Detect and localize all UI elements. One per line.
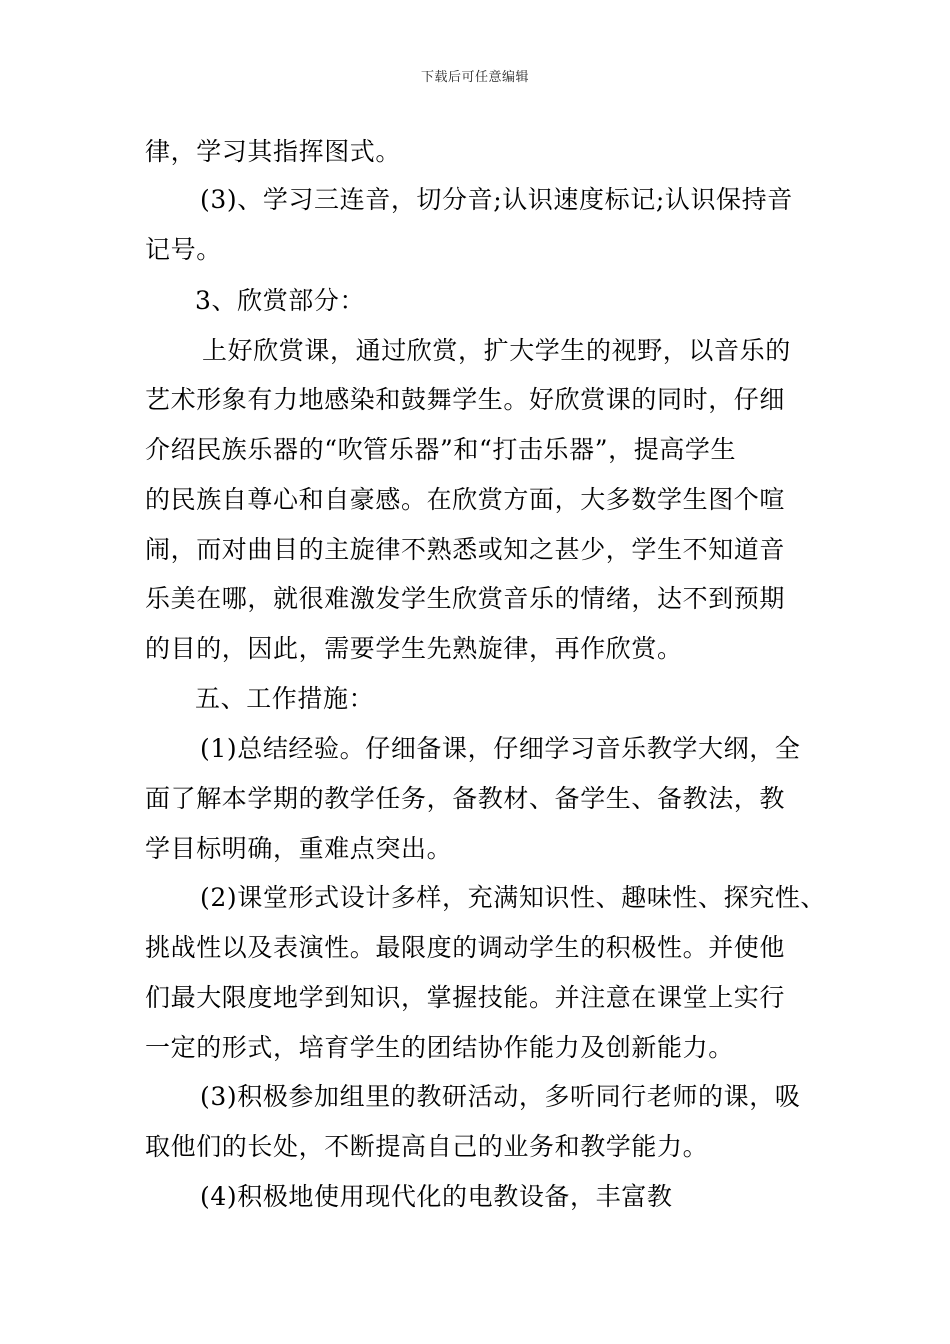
text-line: 学目标明确，重难点突出。 — [145, 834, 453, 863]
text-line: 的目的，因此，需要学生先熟旋律，再作欣赏。 — [145, 634, 683, 663]
text-line: 闹，而对曲目的主旋律不熟悉或知之甚少，学生不知道音 — [145, 535, 786, 564]
text-line: 一定的形式，培育学生的团结协作能力及创新能力。 — [145, 1033, 734, 1062]
text-line: 的民族自尊心和自豪感。在欣赏方面，大多数学生图个喧 — [145, 485, 786, 514]
text-line: (4)积极地使用现代化的电教设备，丰富教 — [200, 1182, 673, 1211]
text-line: (3)积极参加组里的教研活动，多听同行老师的课，吸 — [200, 1082, 801, 1111]
text-line: 记号。 — [145, 235, 222, 264]
text-line: 乐美在哪，就很难激发学生欣赏音乐的情绪，达不到预期 — [145, 584, 786, 613]
text-line: (3)、学习三连音，切分音;认识速度标记;认识保持音 — [200, 185, 793, 214]
section-heading: 3、欣赏部分： — [195, 286, 366, 315]
text-line: (1)总结经验。仔细备课，仔细学习音乐教学大纲，全 — [200, 734, 801, 763]
text-line: 介绍民族乐器的“吹管乐器”和“打击乐器”，提高学生 — [145, 435, 737, 464]
text-line: 取他们的长处，不断提高自己的业务和教学能力。 — [145, 1132, 709, 1161]
text-line: 们最大限度地学到知识，掌握技能。并注意在课堂上实行 — [145, 983, 786, 1012]
text-line: 挑战性以及表演性。最限度的调动学生的积极性。并使他 — [145, 933, 786, 962]
text-line: (2)课堂形式设计多样，充满知识性、趣味性、探究性、 — [200, 883, 827, 912]
section-heading: 五、工作措施： — [195, 684, 375, 713]
text-line: 面了解本学期的教学任务，备教材、备学生、备教法，教 — [145, 784, 786, 813]
page-header: 下载后可任意编辑 — [420, 70, 529, 85]
text-line: 律，学习其指挥图式。 — [145, 137, 402, 166]
text-line: 上好欣赏课，通过欣赏，扩大学生的视野，以音乐的 — [202, 336, 791, 365]
text-line: 艺术形象有力地感染和鼓舞学生。好欣赏课的同时，仔细 — [145, 385, 786, 414]
